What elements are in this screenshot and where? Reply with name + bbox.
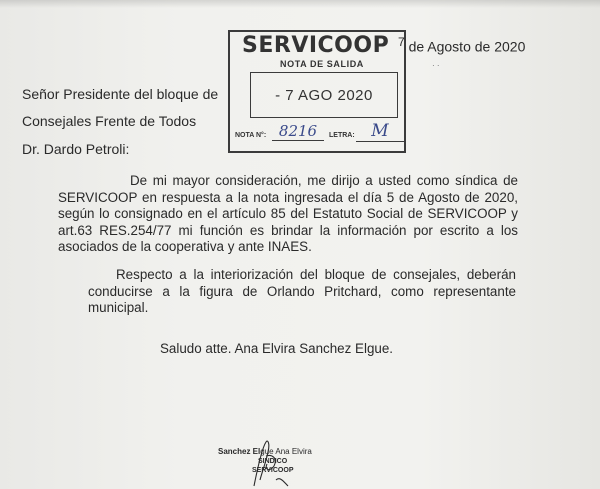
- body-paragraph-1: De mi mayor consideración, me dirijo a usted como síndica de SERVICOOP en respuesta a la nota ingresada el día 5 de Agosto de 2020, según lo consignado en el artículo 85 del Estatuto Social de SERVICOOP y art.63 RES.254/77 mi función es brindar la información por escrito a los asociados de la cooperativa y ante INAES.: [58, 173, 518, 254]
- recipient-line-1: Señor Presidente del bloque de: [22, 86, 219, 102]
- recipient-line-2: Consejales Frente de Todos: [22, 113, 197, 129]
- reception-stamp: [228, 30, 406, 153]
- stamp-subtitle: NOTA DE SALIDA: [280, 59, 364, 69]
- stamp-nota-value: 8216: [272, 122, 324, 141]
- signature-role: SINDICO: [258, 458, 288, 465]
- stamp-nota-label: NOTA N°:: [235, 132, 267, 139]
- closing-line: Saludo atte. Ana Elvira Sanchez Elgue.: [160, 341, 394, 356]
- recipient-line-3: Dr. Dardo Petroli:: [22, 141, 130, 157]
- stamp-title: SERVICOOP: [242, 33, 390, 58]
- paper-mark: · ·: [432, 61, 440, 70]
- date-rest: de Agosto de 2020: [408, 38, 526, 55]
- stamp-letra-label: LETRA:: [329, 132, 355, 139]
- signature-name-rest: gue Ana Elvira: [260, 447, 312, 456]
- letter-date: [398, 35, 525, 55]
- date-day: 7: [398, 35, 405, 49]
- stamp-date: - 7 AGO 2020: [275, 87, 373, 104]
- body-paragraph-2: Respecto a la interiorización del bloque de consejales, deberán conducirse a la figura de Orlando Pritchard, como representante municipal.: [88, 267, 516, 315]
- page-shadow: [0, 0, 600, 8]
- signature-name: [218, 447, 312, 456]
- signature-name-bold: Sanchez El: [218, 447, 261, 456]
- stamp-letra-value: M: [356, 121, 404, 142]
- stamp-date-box: [250, 72, 398, 118]
- signature-org: SERVICOOP: [252, 467, 294, 474]
